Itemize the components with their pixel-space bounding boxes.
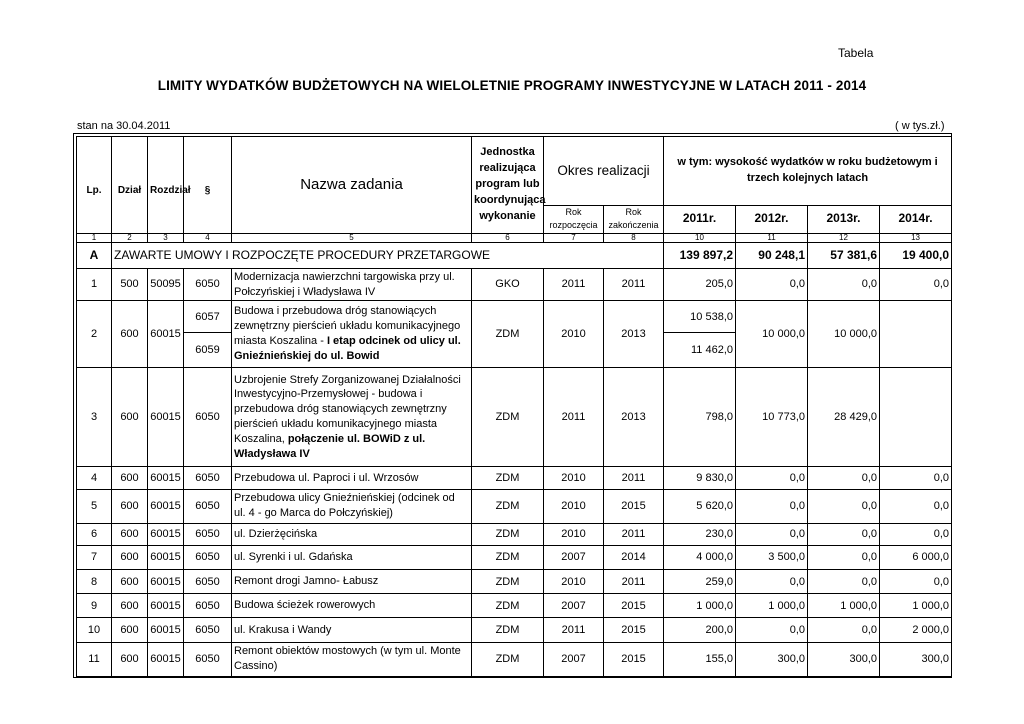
cell-lp: 9 (77, 594, 112, 618)
header-year-2013: 2013r. (808, 205, 880, 233)
header-year-2011: 2011r. (664, 205, 736, 233)
cell-end: 2013 (604, 367, 664, 467)
section-label: ZAWARTE UMOWY I ROZPOCZĘTE PROCEDURY PRZETARGOWE (112, 242, 664, 268)
cell-2014: 0,0 (880, 523, 952, 545)
task-name-text: Uzbrojenie Strefy Zorganizowanej Działalności Inwestycyjno-Przemysłowej - budowa i przebudowa dróg stanowiących zewnętrzny pierścień układu komunikacyjnego miasta Koszalina, (234, 373, 461, 445)
cell-lp: 8 (77, 570, 112, 594)
header-task-name: Nazwa zadania (232, 137, 472, 234)
header-row-top (77, 137, 952, 206)
cell-lp: 3 (77, 367, 112, 467)
header-start-year: Rok rozpoczęcia (544, 205, 604, 233)
cell-unit: ZDM (472, 523, 544, 545)
cell-2014: 1 000,0 (880, 594, 952, 618)
cell-start: 2010 (544, 489, 604, 523)
cell-2011: 200,0 (664, 618, 736, 642)
cell-2014: 0,0 (880, 570, 952, 594)
col-number: 4 (184, 233, 232, 242)
cell-start: 2010 (544, 523, 604, 545)
cell-start: 2007 (544, 642, 604, 676)
cell-rozdzial: 60015 (148, 467, 184, 489)
section-total-2013: 57 381,6 (808, 242, 880, 268)
table-row (77, 523, 952, 545)
cell-rozdzial: 60015 (148, 594, 184, 618)
cell-2014: 0,0 (880, 489, 952, 523)
cell-unit: ZDM (472, 642, 544, 676)
cell-paragraf: 6050 (184, 467, 232, 489)
header-amounts: w tym: wysokość wydatków w roku budżetowym i trzech kolejnych latach (664, 137, 952, 206)
cell-paragraf: 6057 (184, 301, 232, 333)
section-row (77, 242, 952, 268)
cell-dzial: 500 (112, 268, 148, 300)
cell-unit: ZDM (472, 618, 544, 642)
cell-2012: 0,0 (736, 268, 808, 300)
cell-dzial: 600 (112, 545, 148, 569)
col-number: 13 (880, 233, 952, 242)
col-number: 1 (77, 233, 112, 242)
cell-rozdzial: 60015 (148, 618, 184, 642)
cell-end: 2015 (604, 618, 664, 642)
cell-task-name (232, 367, 472, 467)
cell-dzial: 600 (112, 301, 148, 367)
cell-lp: 4 (77, 467, 112, 489)
cell-2011: 11 462,0 (664, 333, 736, 367)
table-row (77, 268, 952, 300)
header-period: Okres realizacji (544, 137, 664, 206)
cell-2013: 0,0 (808, 489, 880, 523)
cell-dzial: 600 (112, 594, 148, 618)
cell-unit: ZDM (472, 594, 544, 618)
cell-2011: 4 000,0 (664, 545, 736, 569)
cell-unit: ZDM (472, 570, 544, 594)
cell-unit: GKO (472, 268, 544, 300)
cell-lp: 5 (77, 489, 112, 523)
cell-2012: 0,0 (736, 489, 808, 523)
section-letter: A (77, 242, 112, 268)
cell-rozdzial: 60015 (148, 545, 184, 569)
cell-task-name: ul. Krakusa i Wandy (232, 618, 472, 642)
cell-dzial: 600 (112, 489, 148, 523)
cell-2012: 0,0 (736, 570, 808, 594)
table-row (77, 301, 952, 333)
cell-2014: 6 000,0 (880, 545, 952, 569)
cell-end: 2015 (604, 594, 664, 618)
cell-rozdzial: 60015 (148, 642, 184, 676)
cell-lp: 6 (77, 523, 112, 545)
cell-rozdzial: 60015 (148, 367, 184, 467)
cell-task-name (232, 301, 472, 367)
cell-lp: 11 (77, 642, 112, 676)
cell-2012: 1 000,0 (736, 594, 808, 618)
section-total-2011: 139 897,2 (664, 242, 736, 268)
table-row (77, 618, 952, 642)
cell-unit: ZDM (472, 545, 544, 569)
cell-task-name: ul. Dzierżęcińska (232, 523, 472, 545)
header-paragraf: § (184, 137, 232, 234)
cell-end: 2011 (604, 570, 664, 594)
col-number: 8 (604, 233, 664, 242)
cell-2013: 0,0 (808, 523, 880, 545)
cell-end: 2011 (604, 523, 664, 545)
cell-task-name: Przebudowa ulicy Gnieźnieńskiej (odcinek od ul. 4 - go Marca do Połczyńskiej) (232, 489, 472, 523)
table-row (77, 467, 952, 489)
cell-2014: 300,0 (880, 642, 952, 676)
col-number: 2 (112, 233, 148, 242)
table-frame (73, 133, 952, 678)
cell-2013: 0,0 (808, 545, 880, 569)
cell-2013: 1 000,0 (808, 594, 880, 618)
cell-rozdzial: 60015 (148, 523, 184, 545)
table-row (77, 594, 952, 618)
cell-2011: 155,0 (664, 642, 736, 676)
cell-rozdzial: 50095 (148, 268, 184, 300)
cell-2011: 230,0 (664, 523, 736, 545)
col-number: 10 (664, 233, 736, 242)
cell-end: 2014 (604, 545, 664, 569)
cell-end: 2015 (604, 489, 664, 523)
cell-paragraf: 6050 (184, 523, 232, 545)
cell-2011: 10 538,0 (664, 301, 736, 333)
cell-unit: ZDM (472, 301, 544, 367)
investment-limits-table (76, 136, 952, 677)
cell-2013: 0,0 (808, 467, 880, 489)
task-name-highlight: połączenie ul. BOWiD z ul. Władysława IV (234, 432, 426, 460)
cell-start: 2007 (544, 594, 604, 618)
cell-2011: 9 830,0 (664, 467, 736, 489)
cell-paragraf: 6050 (184, 618, 232, 642)
cell-2011: 1 000,0 (664, 594, 736, 618)
cell-dzial: 600 (112, 367, 148, 467)
cell-paragraf: 6050 (184, 545, 232, 569)
cell-2011: 205,0 (664, 268, 736, 300)
header-end-year: Rok zakończenia (604, 205, 664, 233)
cell-unit: ZDM (472, 489, 544, 523)
cell-start: 2010 (544, 301, 604, 367)
cell-2013: 0,0 (808, 618, 880, 642)
currency-unit: ( w tys.zł.) (895, 120, 945, 132)
cell-unit: ZDM (472, 367, 544, 467)
cell-end: 2011 (604, 467, 664, 489)
cell-dzial: 600 (112, 570, 148, 594)
section-total-2012: 90 248,1 (736, 242, 808, 268)
col-number: 7 (544, 233, 604, 242)
cell-2014 (880, 301, 952, 367)
cell-2012: 300,0 (736, 642, 808, 676)
cell-task-name: ul. Syrenki i ul. Gdańska (232, 545, 472, 569)
cell-2011: 5 620,0 (664, 489, 736, 523)
section-total-2014: 19 400,0 (880, 242, 952, 268)
cell-start: 2011 (544, 268, 604, 300)
header-year-2014: 2014r. (880, 205, 952, 233)
table-caption: Tabela (838, 46, 874, 60)
col-number: 5 (232, 233, 472, 242)
cell-paragraf: 6050 (184, 268, 232, 300)
header-rozdzial: Rozdział (148, 137, 184, 234)
cell-2011: 259,0 (664, 570, 736, 594)
cell-2013: 28 429,0 (808, 367, 880, 467)
cell-dzial: 600 (112, 467, 148, 489)
cell-end: 2011 (604, 268, 664, 300)
header-year-2012: 2012r. (736, 205, 808, 233)
cell-paragraf: 6059 (184, 333, 232, 367)
header-lp: Lp. (77, 137, 112, 234)
col-number: 3 (148, 233, 184, 242)
cell-paragraf: 6050 (184, 570, 232, 594)
cell-task-name: Modernizacja nawierzchni targowiska przy ul. Połczyńskiej i Władysława IV (232, 268, 472, 300)
cell-2011: 798,0 (664, 367, 736, 467)
cell-2014: 2 000,0 (880, 618, 952, 642)
cell-2013: 300,0 (808, 642, 880, 676)
task-name-text: Budowa i przebudowa dróg stanowiących zewnętrzny pierścień układu komunikacyjnego miasta Koszalina - (234, 305, 461, 347)
cell-paragraf: 6050 (184, 489, 232, 523)
cell-2012: 0,0 (736, 467, 808, 489)
cell-2014 (880, 367, 952, 467)
cell-start: 2011 (544, 367, 604, 467)
cell-2013: 0,0 (808, 570, 880, 594)
cell-rozdzial: 60015 (148, 570, 184, 594)
table-row (77, 642, 952, 676)
cell-lp: 2 (77, 301, 112, 367)
header-executing-unit: Jednostka realizująca program lub koordynująca wykonanie (472, 137, 544, 234)
cell-2012: 0,0 (736, 523, 808, 545)
cell-unit: ZDM (472, 467, 544, 489)
cell-lp: 10 (77, 618, 112, 642)
cell-2014: 0,0 (880, 467, 952, 489)
table-row (77, 367, 952, 467)
task-name-highlight: I etap odcinek od ulicy ul. Gnieźnieńskiej do ul. Bowid (234, 334, 461, 362)
cell-task-name: Remont drogi Jamno- Łabusz (232, 570, 472, 594)
cell-2014: 0,0 (880, 268, 952, 300)
cell-lp: 1 (77, 268, 112, 300)
col-number: 12 (808, 233, 880, 242)
cell-2012: 3 500,0 (736, 545, 808, 569)
cell-end: 2013 (604, 301, 664, 367)
cell-2012: 10 000,0 (736, 301, 808, 367)
document-title: LIMITY WYDATKÓW BUDŻETOWYCH NA WIELOLETNIE PROGRAMY INWESTYCYJNE W LATACH 2011 - 2014 (157, 78, 867, 93)
cell-start: 2010 (544, 467, 604, 489)
table-row (77, 545, 952, 569)
cell-task-name: Remont obiektów mostowych (w tym ul. Monte Cassino) (232, 642, 472, 676)
table-row (77, 570, 952, 594)
cell-dzial: 600 (112, 642, 148, 676)
cell-paragraf: 6050 (184, 367, 232, 467)
cell-2012: 10 773,0 (736, 367, 808, 467)
cell-start: 2007 (544, 545, 604, 569)
cell-rozdzial: 60015 (148, 301, 184, 367)
cell-start: 2011 (544, 618, 604, 642)
table-row (77, 489, 952, 523)
cell-rozdzial: 60015 (148, 489, 184, 523)
cell-2013: 0,0 (808, 268, 880, 300)
cell-lp: 7 (77, 545, 112, 569)
cell-task-name: Budowa ścieżek rowerowych (232, 594, 472, 618)
col-number: 11 (736, 233, 808, 242)
cell-2013: 10 000,0 (808, 301, 880, 367)
cell-task-name: Przebudowa ul. Paproci i ul. Wrzosów (232, 467, 472, 489)
col-number: 6 (472, 233, 544, 242)
cell-dzial: 600 (112, 523, 148, 545)
cell-paragraf: 6050 (184, 594, 232, 618)
cell-paragraf: 6050 (184, 642, 232, 676)
cell-2012: 0,0 (736, 618, 808, 642)
as-of-date: stan na 30.04.2011 (77, 120, 171, 132)
column-number-row (77, 233, 952, 242)
cell-dzial: 600 (112, 618, 148, 642)
header-dzial: Dział (112, 137, 148, 234)
cell-start: 2010 (544, 570, 604, 594)
cell-end: 2015 (604, 642, 664, 676)
